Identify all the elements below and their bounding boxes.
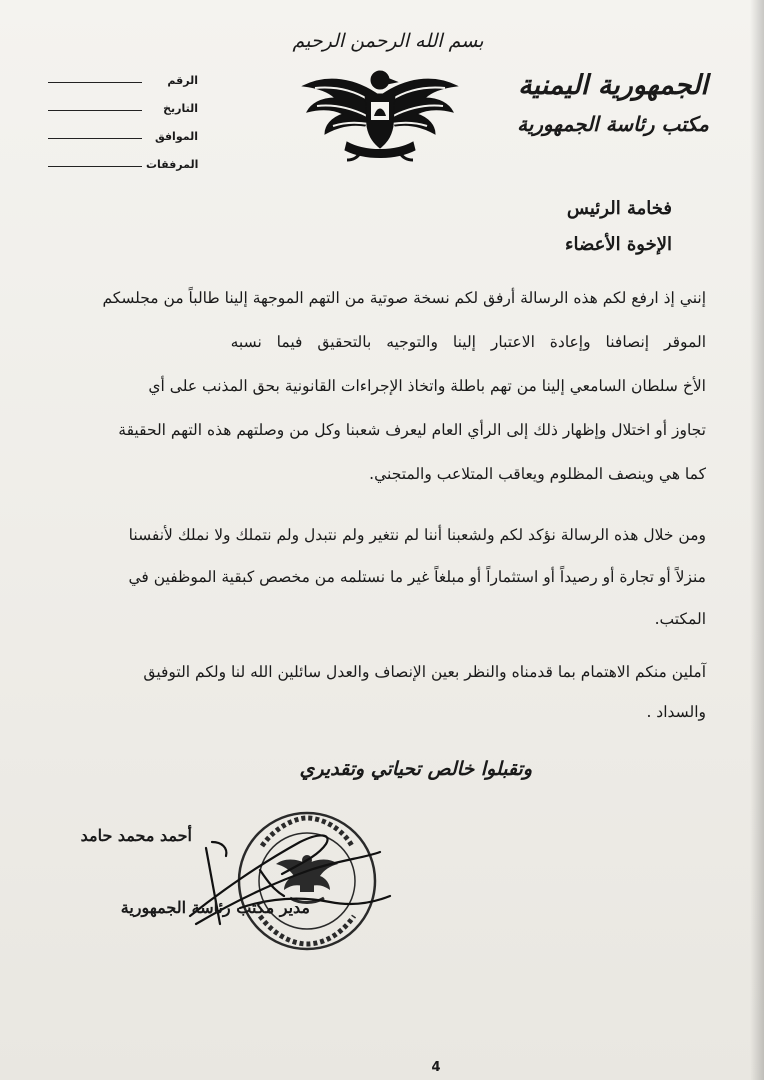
- page-number: 4: [431, 1060, 441, 1075]
- text-line: الأخ سلطان السامعي إلينا من تهم باطلة واتخاذ الإجراءات القانونية بحق المذنب على أي: [148, 377, 706, 395]
- text-line: والسداد .: [646, 703, 706, 721]
- text-line: تجاوز أو اختلال وإظهار ذلك إلى الرأي العام ليعرف شعبنا وكل من وصلتهم هذه التهم الحقيقة: [118, 421, 706, 439]
- republic-name: الجمهورية اليمنية: [518, 70, 708, 101]
- salutation-members: الإخوة الأعضاء: [565, 234, 672, 255]
- signatory-title: مدير مكتب رئاسة الجمهورية: [120, 898, 310, 917]
- scan-edge-shadow: [750, 0, 764, 1080]
- ref-blank-line: [48, 110, 142, 111]
- text-line: كما هي وينصف المظلوم ويعاقب المتلاعب والمتجني.: [369, 465, 706, 483]
- ref-label: الرقم: [167, 73, 198, 87]
- ref-label: التاريخ: [163, 101, 198, 115]
- salutation-president: فخامة الرئيس: [566, 198, 672, 219]
- text-line: منزلاً أو تجارة أو رصيداً أو استثماراً أو مبلغاً غير ما نستلمه من مخصص كبقية الموظفين في: [128, 568, 706, 586]
- text-line: آملين منكم الاهتمام بما قدمناه والنظر بعين الإنصاف والعدل سائلين الله لنا ولكم التوفيق: [143, 663, 706, 681]
- closing-line: وتقبلوا خالص تحياتي وتقديري: [299, 758, 532, 780]
- ref-field-attachments: [48, 150, 198, 178]
- ref-field-number: [48, 66, 198, 94]
- paragraph-2: [66, 514, 706, 640]
- text-line: المكتب.: [654, 610, 706, 628]
- text-line: الموقر إنصافنا وإعادة الاعتبار إلينا والتوجيه بالتحقيق فيما نسبه: [230, 333, 706, 351]
- ref-label: المرفقات: [146, 157, 199, 171]
- text-line: ومن خلال هذه الرسالة نؤكد لكم ولشعبنا أننا لم نتغير ولم نتبدل ولم نتملك ولا نملك لأنفسنا: [128, 526, 706, 544]
- ref-field-date: [48, 94, 198, 122]
- office-name: مكتب رئاسة الجمهورية: [517, 112, 709, 136]
- signatory-name: أحمد محمد حامد: [80, 826, 192, 845]
- ref-field-corresponding: [48, 122, 198, 150]
- ref-label: الموافق: [154, 129, 198, 143]
- paragraph-3: [66, 652, 706, 732]
- ref-blank-line: [48, 138, 142, 139]
- handwritten-signature-icon: [150, 812, 450, 962]
- ref-blank-line: [48, 82, 142, 83]
- reference-fields: [48, 66, 198, 178]
- yemen-eagle-emblem-icon: [295, 56, 465, 164]
- basmala: بسم الله الرحمن الرحيم: [292, 30, 484, 52]
- ref-blank-line: [48, 166, 142, 167]
- text-line: إنني إذ ارفع لكم هذه الرسالة أرفق لكم نسخة صوتية من التهم الموجهة إلينا طالباً من مجلسكم: [102, 289, 706, 307]
- paragraph-1: [66, 276, 706, 496]
